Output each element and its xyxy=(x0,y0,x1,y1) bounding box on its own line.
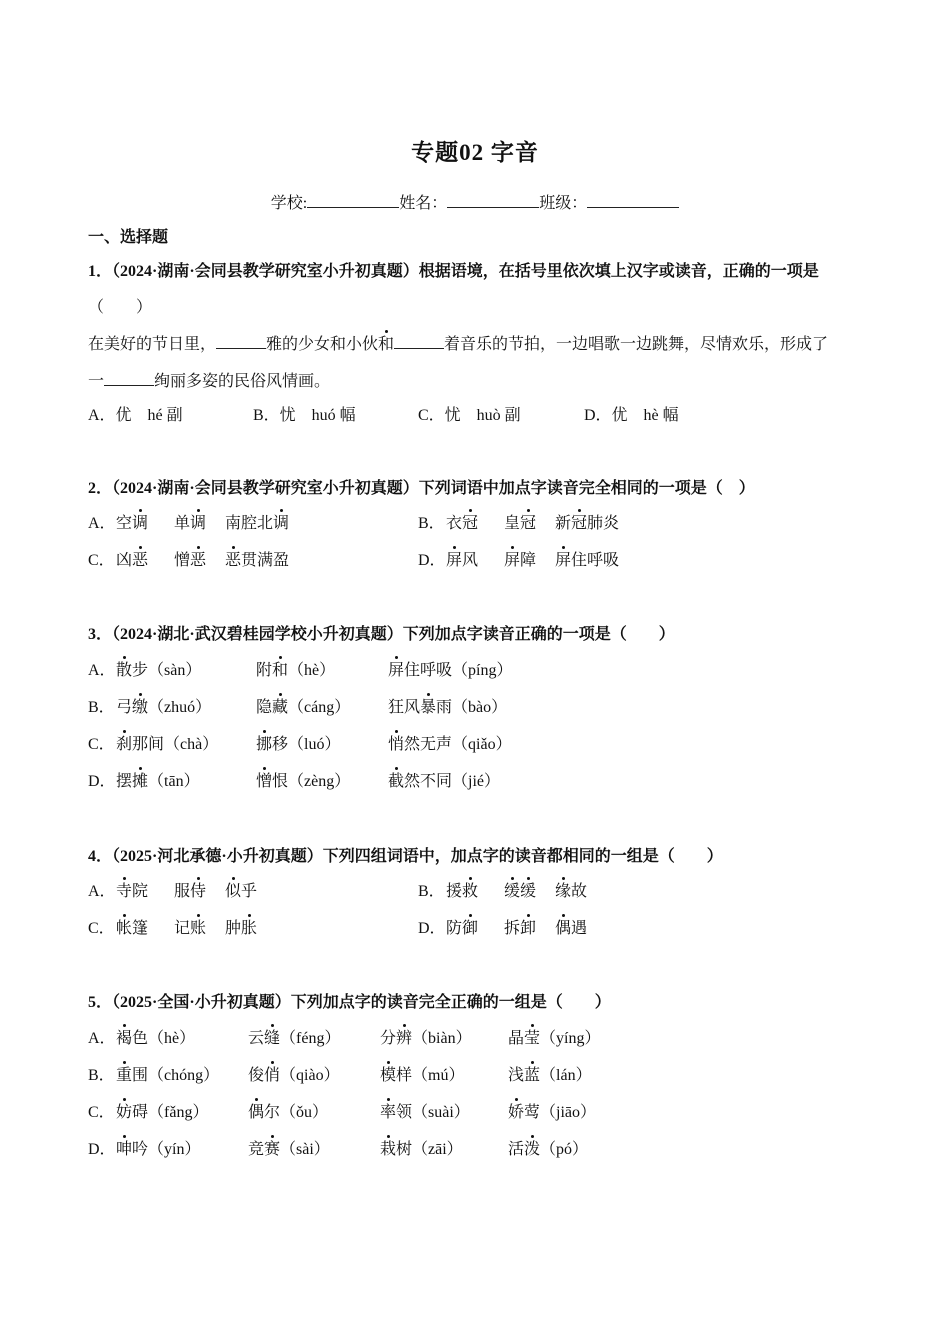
word-text: （lán） xyxy=(540,1067,592,1084)
option-label[interactable]: A． xyxy=(88,662,116,679)
option-item xyxy=(380,1066,464,1086)
question-1-passage-line2: 一 绚丽多姿的民俗风情画。 xyxy=(88,373,331,390)
word-text: （tān） xyxy=(148,773,200,790)
word-text: 风 xyxy=(462,552,479,569)
option-item xyxy=(388,735,512,755)
dotted-char: 冠 xyxy=(520,515,537,532)
dotted-char: 寺 xyxy=(116,883,133,900)
option-word xyxy=(555,551,619,571)
word-text: 援 xyxy=(446,883,463,900)
word-text: 雨（bào） xyxy=(436,699,508,716)
dotted-char: 率 xyxy=(380,1104,397,1121)
option-item xyxy=(508,1103,596,1123)
option-label[interactable]: D． xyxy=(88,773,116,790)
option-word xyxy=(555,882,587,902)
option-item xyxy=(380,1140,463,1160)
word-text: 憎 xyxy=(174,552,191,569)
school-label: 学校: xyxy=(270,195,308,212)
word-text: 云 xyxy=(248,1030,265,1047)
fill-blank-2[interactable] xyxy=(394,334,444,349)
word-text: 然不同（jié） xyxy=(404,773,501,790)
dotted-char: 侍 xyxy=(190,883,207,900)
option-word xyxy=(174,514,206,534)
option-item xyxy=(248,1103,328,1123)
dotted-char: 恶 xyxy=(225,552,242,569)
dotted-char: 缴 xyxy=(132,699,149,716)
word-text: （zhuó） xyxy=(148,699,212,716)
dotted-char: 摊 xyxy=(132,773,149,790)
word-text: 住呼吸（píng） xyxy=(404,662,513,679)
word-text: 吟（yín） xyxy=(132,1141,201,1158)
dotted-char: 截 xyxy=(388,773,405,790)
word-text: 色（hè） xyxy=(132,1030,196,1047)
option-word xyxy=(225,514,289,534)
word-text: 单 xyxy=(174,515,191,532)
option-word xyxy=(225,882,257,902)
dotted-char: 模 xyxy=(380,1067,397,1084)
name-blank[interactable] xyxy=(447,193,539,208)
dotted-char: 悄 xyxy=(388,736,405,753)
option-item xyxy=(508,1140,588,1160)
option-label[interactable]: D． xyxy=(418,552,446,569)
word-text: 移（luó） xyxy=(272,736,341,753)
question-5-stem xyxy=(88,993,611,1013)
question-number: 5． xyxy=(88,994,113,1011)
word-text: 防 xyxy=(446,920,463,937)
word-text: 院 xyxy=(132,883,149,900)
option-item xyxy=(508,1029,600,1049)
option-item xyxy=(116,735,218,755)
dotted-char: 缓 xyxy=(504,883,521,900)
dotted-char: 偶 xyxy=(248,1104,265,1121)
dotted-char: 胀 xyxy=(241,920,258,937)
dotted-char: 挪 xyxy=(256,736,273,753)
word-text: （cáng） xyxy=(288,699,351,716)
word-text: 皇 xyxy=(504,515,521,532)
word-text: （sài） xyxy=(280,1141,330,1158)
option-item xyxy=(248,1066,340,1086)
word-text: 样（mú） xyxy=(396,1067,465,1084)
dotted-char: 冠 xyxy=(462,515,479,532)
dotted-char: 屏 xyxy=(555,552,572,569)
class-blank[interactable] xyxy=(587,193,679,208)
word-text: （qiào） xyxy=(280,1067,340,1084)
option-item xyxy=(248,1140,330,1160)
option-word xyxy=(116,551,148,571)
dotted-char: 蓝 xyxy=(524,1067,541,1084)
option-word xyxy=(446,882,478,902)
dotted-char: 俏 xyxy=(264,1067,281,1084)
word-text: 狂风 xyxy=(388,699,421,716)
dotted-char: 屏 xyxy=(446,552,463,569)
dotted-char: 和 xyxy=(378,336,395,353)
option-word xyxy=(504,919,536,939)
word-text: （biàn） xyxy=(412,1030,472,1047)
option-word xyxy=(555,919,587,939)
word-text: 篷 xyxy=(132,920,149,937)
word-text: （féng） xyxy=(280,1030,341,1047)
option-word xyxy=(446,551,478,571)
option-word xyxy=(504,551,536,571)
word-text: 尔（ǒu） xyxy=(264,1104,329,1121)
question-3-stem xyxy=(88,625,675,645)
dotted-char: 御 xyxy=(462,920,479,937)
option-d[interactable]: D．优 hè 幅 xyxy=(584,407,679,424)
question-source: （2025·河北承德·小升初真题）下列四组词语中，加点字的读音都相同的一组是（ ） xyxy=(112,848,723,865)
dotted-char: 褐 xyxy=(116,1030,133,1047)
word-text: （hè） xyxy=(288,662,336,679)
option-item xyxy=(256,661,335,681)
option-label[interactable]: B． xyxy=(88,699,115,716)
dotted-char: 呻 xyxy=(116,1141,133,1158)
dotted-char: 救 xyxy=(462,883,479,900)
option-word xyxy=(116,919,148,939)
option-item xyxy=(256,735,340,755)
word-text: 浅 xyxy=(508,1067,525,1084)
word-text: 记 xyxy=(174,920,191,937)
question-source: （2024·湖南·会同县教学研究室小升初真题）下列词语中加点字读音完全相同的一项是（ ） xyxy=(112,480,755,497)
dotted-char: 缘 xyxy=(555,883,572,900)
option-item xyxy=(248,1029,340,1049)
dotted-char: 冠 xyxy=(571,515,588,532)
dotted-char: 卸 xyxy=(520,920,537,937)
option-word xyxy=(174,551,206,571)
dotted-char: 缓 xyxy=(520,883,537,900)
option-item xyxy=(116,1140,200,1160)
dotted-char: 栽 xyxy=(380,1141,397,1158)
word-text: 新 xyxy=(555,515,572,532)
dotted-char: 屏 xyxy=(504,552,521,569)
dotted-char: 调 xyxy=(273,515,290,532)
word-text: 衣 xyxy=(446,515,463,532)
dotted-char: 恶 xyxy=(132,552,149,569)
word-text: 肺炎 xyxy=(587,515,620,532)
option-b[interactable]: B．忧 huó 幅 xyxy=(253,407,356,424)
word-text: 领（suài） xyxy=(396,1104,470,1121)
option-item xyxy=(116,772,200,792)
dotted-char: 憎 xyxy=(256,773,273,790)
option-label[interactable]: C． xyxy=(88,920,115,937)
fill-blank-3[interactable] xyxy=(104,371,154,386)
dotted-char: 赛 xyxy=(264,1141,281,1158)
word-text: 弓 xyxy=(116,699,133,716)
dotted-char: 刹 xyxy=(116,736,133,753)
dotted-char: 妨 xyxy=(116,1104,133,1121)
name-label: 姓名： xyxy=(399,195,448,212)
word-text: 晶 xyxy=(508,1030,525,1047)
dotted-char: 恶 xyxy=(190,552,207,569)
option-item xyxy=(380,1029,472,1049)
option-item xyxy=(256,698,350,718)
option-item xyxy=(388,698,507,718)
dotted-char: 调 xyxy=(132,515,149,532)
word-text: 莺（jiāo） xyxy=(524,1104,597,1121)
word-text: 拆 xyxy=(504,920,521,937)
word-text: 分 xyxy=(380,1030,397,1047)
option-word xyxy=(446,919,478,939)
option-label[interactable]: D． xyxy=(418,920,446,937)
question-source: （2025·全国·小升初真题）下列加点字的读音完全正确的一组是（ ） xyxy=(112,994,611,1011)
dotted-char: 和 xyxy=(272,662,289,679)
dotted-char: 娇 xyxy=(508,1104,525,1121)
word-text: 然无声（qiǎo） xyxy=(404,736,512,753)
word-text: 住呼吸 xyxy=(571,552,620,569)
word-text: （pó） xyxy=(540,1141,589,1158)
option-label[interactable]: A． xyxy=(88,1030,116,1047)
option-label[interactable]: C． xyxy=(88,736,115,753)
word-text: （yíng） xyxy=(540,1030,601,1047)
word-text: 树（zāi） xyxy=(396,1141,463,1158)
class-label: 班级： xyxy=(539,195,588,212)
dotted-char: 重 xyxy=(116,1067,133,1084)
dotted-char: 藏 xyxy=(272,699,289,716)
dotted-char: 偶 xyxy=(555,920,572,937)
question-number: 2． xyxy=(88,480,113,497)
question-4-stem xyxy=(88,847,723,867)
word-text: 南腔北 xyxy=(225,515,274,532)
option-label[interactable]: B． xyxy=(418,883,445,900)
option-word xyxy=(225,551,289,571)
word-text: 步（sàn） xyxy=(132,662,202,679)
word-text: 围（chóng） xyxy=(132,1067,220,1084)
student-info-line xyxy=(0,190,950,213)
word-text: 恨（zèng） xyxy=(272,773,351,790)
question-number: 3． xyxy=(88,626,113,643)
word-text: 空 xyxy=(116,515,133,532)
option-a[interactable]: A．优 hé 副 xyxy=(88,407,183,424)
question-1-paren: （ ） xyxy=(88,299,153,316)
dotted-char: 屏 xyxy=(388,662,405,679)
word-text: 服 xyxy=(174,883,191,900)
word-text: 俊 xyxy=(248,1067,265,1084)
dotted-char: 似 xyxy=(225,883,242,900)
dotted-char: 调 xyxy=(190,515,207,532)
option-word xyxy=(446,514,478,534)
question-source: （2024·湖北·武汉碧桂园学校小升初真题）下列加点字读音正确的一项是（ ） xyxy=(112,626,675,643)
option-word xyxy=(555,514,619,534)
question-number: 4． xyxy=(88,848,113,865)
dotted-char: 散 xyxy=(116,662,133,679)
option-label[interactable]: C． xyxy=(88,1104,115,1121)
option-item xyxy=(116,1066,219,1086)
option-word xyxy=(504,882,536,902)
dotted-char: 帐 xyxy=(116,920,133,937)
option-item xyxy=(256,772,350,792)
option-item xyxy=(116,1029,195,1049)
option-label[interactable]: B． xyxy=(418,515,445,532)
option-c[interactable]: C．忧 huò 副 xyxy=(418,407,521,424)
option-word xyxy=(174,882,206,902)
dotted-char: 暴 xyxy=(420,699,437,716)
option-item xyxy=(116,698,211,718)
page-title: 专题02 字音 xyxy=(411,140,539,165)
option-word xyxy=(116,882,148,902)
word-text: 凶 xyxy=(116,552,133,569)
word-text: 那间（chà） xyxy=(132,736,219,753)
dotted-char: 账 xyxy=(190,920,207,937)
option-item xyxy=(508,1066,592,1086)
option-word xyxy=(116,514,148,534)
word-text: 障 xyxy=(520,552,537,569)
word-text: 碍（fǎng） xyxy=(132,1104,209,1121)
school-blank[interactable] xyxy=(307,193,399,208)
option-item xyxy=(116,1103,208,1123)
word-text: 遇 xyxy=(571,920,588,937)
word-text: 竞 xyxy=(248,1141,265,1158)
question-2-stem xyxy=(88,479,755,499)
option-word xyxy=(174,919,206,939)
dotted-char: 缝 xyxy=(264,1030,281,1047)
option-label[interactable]: D． xyxy=(88,1141,116,1158)
option-item xyxy=(388,661,512,681)
word-text: 故 xyxy=(571,883,588,900)
question-source: （2024·湖南·会同县教学研究室小升初真题）根据语境，在括号里依次填上汉字或读音，正确的一项是 xyxy=(112,263,819,280)
option-item xyxy=(380,1103,470,1123)
word-text: 附 xyxy=(256,662,273,679)
word-text: 肿 xyxy=(225,920,242,937)
question-1-stem xyxy=(88,262,819,282)
option-label[interactable]: A． xyxy=(88,883,116,900)
word-text: 活 xyxy=(508,1141,525,1158)
option-label[interactable]: B． xyxy=(88,1067,115,1084)
dotted-char: 泼 xyxy=(524,1141,541,1158)
option-label[interactable]: A． xyxy=(88,515,116,532)
option-word xyxy=(504,514,536,534)
word-text: 贯满盈 xyxy=(241,552,290,569)
option-word xyxy=(225,919,257,939)
section-heading: 一、选择题 xyxy=(88,229,169,246)
option-item xyxy=(388,772,500,792)
word-text: 乎 xyxy=(241,883,258,900)
word-text: 隐 xyxy=(256,699,273,716)
question-number: 1． xyxy=(88,263,113,280)
dotted-char: 莹 xyxy=(524,1030,541,1047)
dotted-char: 辨 xyxy=(396,1030,413,1047)
word-text: 摆 xyxy=(116,773,133,790)
fill-blank-1[interactable] xyxy=(216,334,266,349)
option-label[interactable]: C． xyxy=(88,552,115,569)
option-item xyxy=(116,661,201,681)
question-1-passage-line1: 在美好的节日里， 雅的少女和小伙和 着音乐的节拍，一边唱歌一边跳舞，尽情欢乐，形成了 xyxy=(88,336,829,353)
